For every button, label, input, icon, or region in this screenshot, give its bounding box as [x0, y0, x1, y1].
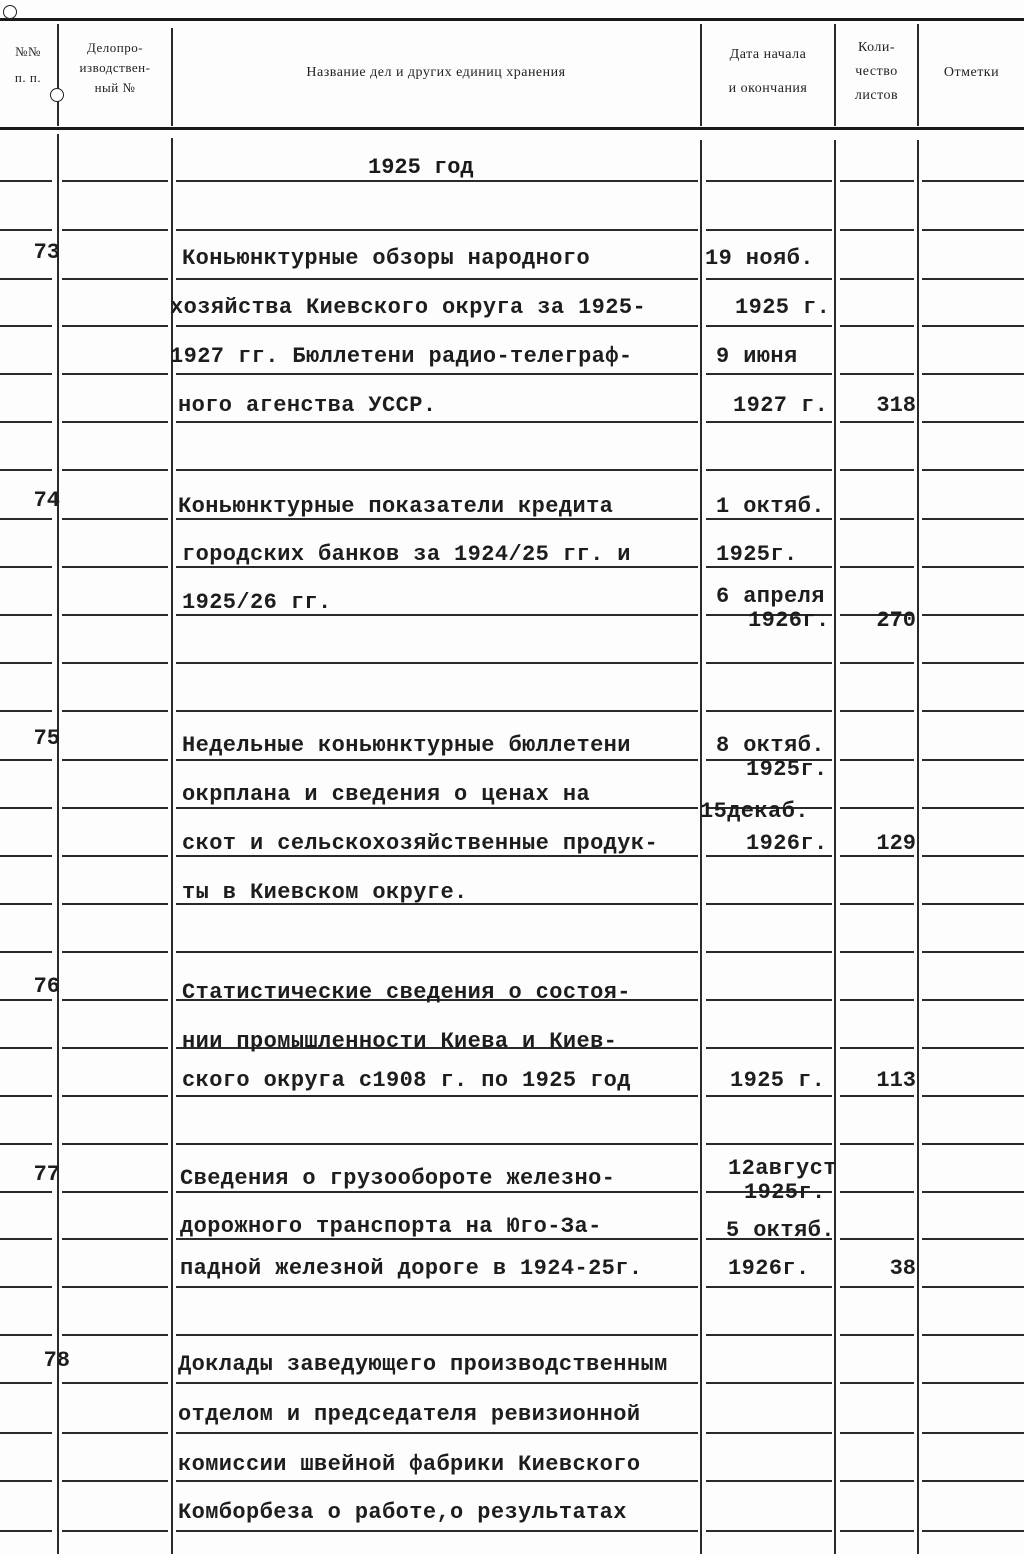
row-rule-line [922, 807, 1024, 809]
row-rule-line [706, 373, 832, 375]
entry-date-line: 1925г. [716, 542, 798, 567]
row-rule-line [0, 1432, 52, 1434]
row-rule-line [62, 1286, 168, 1288]
row-rule-line [62, 903, 168, 905]
header-office-number: Делопро- изводствен- ный № [79, 40, 151, 95]
entry-sheets: 129 [876, 831, 916, 856]
header-notes: Отметки [943, 65, 1000, 80]
row-rule-line [0, 325, 52, 327]
row-rule-line [176, 1530, 698, 1532]
row-rule-line [922, 1286, 1024, 1288]
row-rule-line [62, 325, 168, 327]
row-rule-line [706, 1143, 832, 1145]
row-rule-line [922, 710, 1024, 712]
row-rule-line [0, 1238, 52, 1240]
row-rule-line [176, 278, 698, 280]
entry-title-line: хозяйства Киевского округа за 1925- [170, 295, 647, 320]
row-rule-line [62, 807, 168, 809]
row-rule-line [62, 1530, 168, 1532]
row-rule-line [706, 325, 832, 327]
header-sheets: Коли- чество листов [854, 40, 899, 103]
row-rule-line [176, 325, 698, 327]
row-rule-line [0, 999, 52, 1001]
row-rule-line [0, 518, 52, 520]
row-rule-line [840, 518, 914, 520]
column-divider [917, 140, 919, 1554]
row-rule-line [62, 180, 168, 182]
row-rule-line [840, 1191, 914, 1193]
row-rule-line [176, 1286, 698, 1288]
entry-date-line: 1926г. [728, 1256, 810, 1281]
row-rule-line [0, 1480, 52, 1482]
row-rule-line [176, 1432, 698, 1434]
row-rule-line [0, 662, 52, 664]
row-rule-line [706, 1286, 832, 1288]
row-rule-line [62, 373, 168, 375]
row-rule-line [922, 373, 1024, 375]
row-rule-line [62, 1047, 168, 1049]
entry-title-line: ного агенства УССР. [178, 393, 437, 418]
row-rule-line [62, 1432, 168, 1434]
row-rule-line [922, 1238, 1024, 1240]
entry-number: 74 [33, 488, 60, 513]
row-rule-line [62, 421, 168, 423]
row-rule-line [176, 1191, 698, 1193]
row-rule-line [176, 759, 698, 761]
row-rule-line [922, 759, 1024, 761]
row-rule-line [922, 855, 1024, 857]
row-rule-line [922, 1047, 1024, 1049]
row-rule-line [176, 180, 698, 182]
entry-date-line: 1925 г. [730, 1068, 826, 1093]
row-rule-line [0, 469, 52, 471]
row-rule-line [922, 1382, 1024, 1384]
entry-sheets: 270 [876, 608, 916, 633]
entry-date-line: 9 июня [716, 344, 798, 369]
row-rule-line [0, 807, 52, 809]
row-rule-line [840, 421, 914, 423]
row-rule-line [922, 1191, 1024, 1193]
row-rule-line [62, 951, 168, 953]
row-rule-line [840, 1238, 914, 1240]
entry-date-line: 1927 г. [733, 393, 829, 418]
entry-date-line: 1925г. [744, 1180, 826, 1205]
entry-title-line: Коньюнктурные обзоры народного [182, 246, 591, 271]
row-rule-line [706, 1095, 832, 1097]
entry-title-line: Коньюнктурные показатели кредита [178, 494, 614, 519]
row-rule-line [0, 1191, 52, 1193]
row-rule-line [0, 566, 52, 568]
row-rule-line [840, 759, 914, 761]
entry-number: 78 [43, 1348, 70, 1373]
row-rule-line [706, 662, 832, 664]
row-rule-line [176, 951, 698, 953]
table-top-border [0, 18, 1024, 21]
row-rule-line [176, 1382, 698, 1384]
row-rule-line [840, 566, 914, 568]
row-rule-line [176, 469, 698, 471]
row-rule-line [922, 278, 1024, 280]
entry-date-line: 8 октяб. [716, 733, 825, 758]
row-rule-line [0, 1334, 52, 1336]
column-divider [700, 140, 702, 1554]
row-rule-line [922, 421, 1024, 423]
column-divider [57, 24, 59, 126]
row-rule-line [62, 278, 168, 280]
row-rule-line [0, 229, 52, 231]
row-rule-line [922, 614, 1024, 616]
row-rule-line [176, 1095, 698, 1097]
section-title: 1925 год [368, 155, 474, 180]
row-rule-line [62, 662, 168, 664]
row-rule-line [62, 518, 168, 520]
row-rule-line [176, 662, 698, 664]
row-rule-line [706, 421, 832, 423]
entry-title-line: Статистические сведения о состоя- [182, 980, 631, 1005]
row-rule-line [62, 710, 168, 712]
entry-title-line: Недельные коньюнктурные бюллетени [182, 733, 631, 758]
row-rule-line [176, 1480, 698, 1482]
row-rule-line [922, 1143, 1024, 1145]
row-rule-line [176, 421, 698, 423]
row-rule-line [840, 1047, 914, 1049]
row-rule-line [706, 999, 832, 1001]
entry-date-line: 1925 г. [735, 295, 831, 320]
row-rule-line [62, 1334, 168, 1336]
row-rule-line [840, 1095, 914, 1097]
row-rule-line [706, 180, 832, 182]
row-rule-line [0, 421, 52, 423]
entry-title-line: ского округа с1908 г. по 1925 год [182, 1068, 631, 1093]
row-rule-line [176, 710, 698, 712]
row-rule-line [840, 1334, 914, 1336]
entry-number: 77 [33, 1162, 60, 1187]
row-rule-line [706, 1432, 832, 1434]
row-rule-line [840, 229, 914, 231]
row-rule-line [0, 1382, 52, 1384]
row-rule-line [706, 1334, 832, 1336]
row-rule-line [840, 278, 914, 280]
row-rule-line [0, 373, 52, 375]
row-rule-line [0, 1143, 52, 1145]
row-rule-line [840, 710, 914, 712]
entry-sheets: 113 [876, 1068, 916, 1093]
row-rule-line [922, 1480, 1024, 1482]
entry-title-line: 1927 гг. Бюллетени радио-телеграф- [170, 344, 633, 369]
row-rule-line [62, 614, 168, 616]
row-rule-line [0, 951, 52, 953]
row-rule-line [840, 469, 914, 471]
row-rule-line [840, 807, 914, 809]
header-title: Название дел и других единиц хранения [306, 65, 566, 80]
row-rule-line [62, 566, 168, 568]
entry-title-line: нии промышленности Киева и Киев- [182, 1029, 618, 1054]
row-rule-line [0, 1530, 52, 1532]
row-rule-line [62, 1143, 168, 1145]
entry-title-line: 1925/26 гг. [182, 590, 332, 615]
row-rule-line [840, 1286, 914, 1288]
row-rule-line [840, 903, 914, 905]
row-rule-line [840, 1530, 914, 1532]
row-rule-line [840, 373, 914, 375]
row-rule-line [840, 1382, 914, 1384]
row-rule-line [706, 278, 832, 280]
row-rule-line [62, 1480, 168, 1482]
entry-title-line: отделом и председателя ревизионной [178, 1402, 641, 1427]
row-rule-line [922, 903, 1024, 905]
row-rule-line [0, 1047, 52, 1049]
row-rule-line [176, 229, 698, 231]
entry-sheets: 318 [876, 393, 916, 418]
row-rule-line [0, 1286, 52, 1288]
row-rule-line [62, 229, 168, 231]
entry-title-line: падной железной дороге в 1924-25г. [180, 1256, 643, 1281]
row-rule-line [0, 759, 52, 761]
header-number: №№ п. п. [14, 44, 42, 85]
row-rule-line [840, 999, 914, 1001]
row-rule-line [706, 1047, 832, 1049]
entry-title-line: комиссии швейной фабрики Киевского [178, 1452, 641, 1477]
row-rule-line [922, 999, 1024, 1001]
row-rule-line [0, 278, 52, 280]
row-rule-line [62, 999, 168, 1001]
entry-number: 73 [33, 240, 60, 265]
row-rule-line [840, 180, 914, 182]
row-rule-line [922, 1095, 1024, 1097]
binder-hole-icon [3, 5, 17, 19]
row-rule-line [62, 1095, 168, 1097]
entry-date-line: 6 апреля [716, 584, 825, 609]
row-rule-line [922, 662, 1024, 664]
row-rule-line [922, 229, 1024, 231]
entry-date-line: 19 нояб. [705, 246, 814, 271]
row-rule-line [706, 1530, 832, 1532]
entry-date-line: 1925г. [746, 757, 828, 782]
row-rule-line [922, 325, 1024, 327]
row-rule-line [0, 710, 52, 712]
row-rule-line [840, 951, 914, 953]
header-dates: Дата начала и окончания [728, 47, 808, 96]
row-rule-line [922, 180, 1024, 182]
row-rule-line [922, 1530, 1024, 1532]
entry-title-line: Доклады заведующего производственным [178, 1352, 668, 1377]
row-rule-line [706, 951, 832, 953]
row-rule-line [922, 469, 1024, 471]
entry-date-line: 1 октяб. [716, 494, 825, 519]
row-rule-line [176, 1143, 698, 1145]
entry-title-line: окрплана и сведения о ценах на [182, 782, 591, 807]
column-divider [57, 134, 59, 1554]
row-rule-line [706, 710, 832, 712]
row-rule-line [706, 229, 832, 231]
row-rule-line [706, 469, 832, 471]
row-rule-line [0, 614, 52, 616]
row-rule-line [840, 1432, 914, 1434]
entry-date-line: 12август [728, 1156, 837, 1181]
row-rule-line [0, 180, 52, 182]
entry-title-line: Комборбеза о работе,о результатах [178, 1500, 627, 1525]
row-rule-line [706, 903, 832, 905]
row-rule-line [706, 1480, 832, 1482]
row-rule-line [176, 1334, 698, 1336]
entry-title-line: ты в Киевском округе. [182, 880, 468, 905]
row-rule-line [840, 1480, 914, 1482]
entry-title-line: городских банков за 1924/25 гг. и [182, 542, 631, 567]
row-rule-line [922, 1334, 1024, 1336]
entry-sheets: 38 [889, 1256, 916, 1281]
row-rule-line [0, 1095, 52, 1097]
row-rule-line [922, 566, 1024, 568]
row-rule-line [840, 325, 914, 327]
entry-date-line: 1926г. [746, 831, 828, 856]
row-rule-line [840, 662, 914, 664]
entry-date-line: 1926г. [748, 608, 830, 633]
row-rule-line [62, 759, 168, 761]
entry-number: 75 [33, 726, 60, 751]
row-rule-line [840, 1143, 914, 1145]
row-rule-line [62, 1238, 168, 1240]
entry-title-line: дорожного транспорта на Юго-За- [180, 1214, 602, 1239]
row-rule-line [922, 518, 1024, 520]
row-rule-line [922, 1432, 1024, 1434]
row-rule-line [62, 1382, 168, 1384]
row-rule-line [0, 903, 52, 905]
entry-number: 76 [33, 974, 60, 999]
entry-date-line: 15декаб. [700, 799, 809, 824]
entry-title-line: Сведения о грузообороте железно- [180, 1166, 616, 1191]
row-rule-line [62, 855, 168, 857]
row-rule-line [176, 373, 698, 375]
row-rule-line [62, 1191, 168, 1193]
entry-title-line: скот и сельскохозяйственные продук- [182, 831, 659, 856]
row-rule-line [62, 469, 168, 471]
entry-date-line: 5 октяб. [726, 1218, 835, 1243]
column-divider [171, 28, 173, 126]
header-bottom-border [0, 127, 1024, 130]
row-rule-line [0, 855, 52, 857]
row-rule-line [176, 807, 698, 809]
row-rule-line [706, 1382, 832, 1384]
row-rule-line [922, 951, 1024, 953]
